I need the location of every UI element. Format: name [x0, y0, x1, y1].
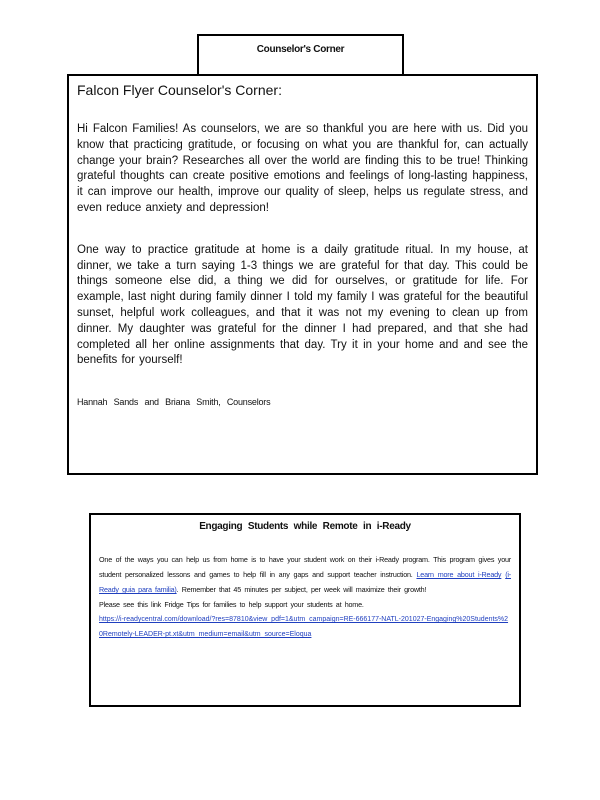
intro-paragraph: Hi Falcon Families! As counselors, we are so thankful you are here with us. Did you know that practicing gratitude, or focusing on what you are thankful for, can actually change your brain? Researches all over the world are finding this to be true! Thinking grateful thoughts can create positive emotions and feelings of long-lasting happiness, it can improve our health, improve our quality of sleep, helps us regulate stress, and even reduce anxiety and depression! — [77, 123, 528, 214]
learn-more-link[interactable]: Learn more about i-Ready — [416, 570, 502, 579]
fridge-tips-text: Please see this link Fridge Tips for families to help support your students at home. — [99, 600, 364, 609]
signature: Hannah Sands and Briana Smith, Counselors — [77, 397, 271, 408]
section-heading: Falcon Flyer Counselor's Corner: — [77, 82, 282, 98]
counselor-corner-box — [67, 74, 538, 475]
guia-familia-link[interactable]: (i-Ready guia para familia) — [99, 570, 511, 594]
iready-intro-text: One of the ways you can help us from home is to have your student work on their i-Ready program. This program gives your student personalized lessons and games to help fill in any gaps and support teacher instruction. — [99, 555, 511, 579]
fridge-tips-url[interactable]: https://i-readycentral.com/download/?res=87810&view_pdf=1&utm_campaign=RE-666177-NATL-201027-Engaging%20Students%20Remotely-LEADER-pt.xt&utm_medium=email&utm_source=Eloqua — [99, 616, 509, 638]
iready-paragraph — [99, 552, 511, 597]
tab-label: Counselor's Corner — [256, 44, 345, 55]
gratitude-ritual-paragraph: One way to practice gratitude at home is a daily gratitude ritual. In my house, at dinner, we take a turn saying 1-3 things we are grateful for that day. This could be things someone else did, a thing we did for ourselves, or gratitude for life. For example, last night during family dinner I told my family I was grateful for the beautiful sunset, helpful work colleagues, and that it was not my evening to clean up from dinner. My daughter was grateful for the dinner I had prepared, and that she had completed all her online assignments that day. Try it in your home and and see the benefits for yourself! — [77, 243, 528, 367]
iready-remember-text: . Remember that 45 minutes per subject, per week will maximize their growth! — [176, 585, 427, 594]
iready-box — [89, 513, 521, 707]
counselors-corner-tab — [197, 34, 404, 74]
iready-heading: Engaging Students while Remote in i-Ready — [199, 521, 411, 532]
